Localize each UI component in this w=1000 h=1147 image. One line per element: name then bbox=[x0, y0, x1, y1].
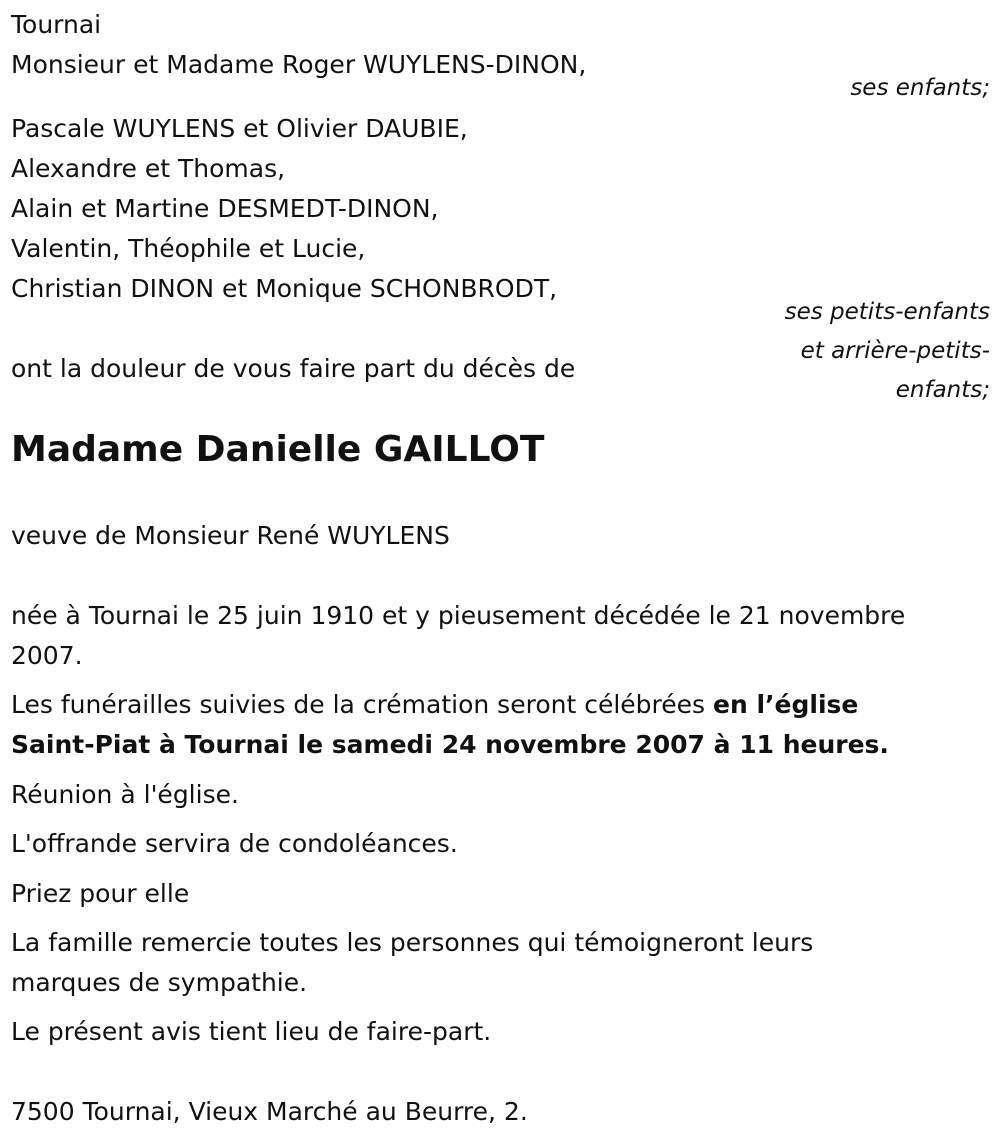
meeting-note: Réunion à l'église. bbox=[11, 780, 239, 809]
birth-death-line-2: 2007. bbox=[11, 641, 83, 670]
prayer-note: Priez pour elle bbox=[11, 879, 190, 908]
funeral-church: en l’église bbox=[713, 690, 859, 719]
funeral-intro: Les funérailles suivies de la crémation seront célébrées bbox=[11, 690, 713, 719]
funeral-line-1 bbox=[11, 685, 858, 725]
birth-death-line-1: née à Tournai le 25 juin 1910 et y pieusement décédée le 21 novembre bbox=[11, 601, 906, 630]
thanks-line-2: marques de sympathie. bbox=[11, 968, 308, 997]
notice-note: Le présent avis tient lieu de faire-part. bbox=[11, 1017, 492, 1046]
deceased-name: Madame Danielle GAILLOT bbox=[11, 429, 545, 470]
city-header: Tournai bbox=[11, 10, 102, 39]
children-label: ses enfants; bbox=[850, 75, 990, 101]
grandchildren-label-1: ses petits-enfants bbox=[784, 299, 990, 325]
funeral-line-2: Saint-Piat à Tournai le samedi 24 novembre 2007 à 11 heures. bbox=[11, 730, 889, 759]
offering-note: L'offrande servira de condoléances. bbox=[11, 829, 458, 858]
family-line-2: Alexandre et Thomas, bbox=[11, 154, 286, 183]
family-line-parents: Monsieur et Madame Roger WUYLENS-DINON, bbox=[11, 50, 587, 79]
grandchildren-label-3: enfants; bbox=[895, 377, 990, 403]
family-line-4: Valentin, Théophile et Lucie, bbox=[11, 234, 366, 263]
grandchildren-label-2: et arrière-petits- bbox=[800, 338, 990, 364]
widow-of-text: veuve de Monsieur René WUYLENS bbox=[11, 521, 450, 550]
family-line-1: Pascale WUYLENS et Olivier DAUBIE, bbox=[11, 114, 468, 143]
announcement-text: ont la douleur de vous faire part du décès de bbox=[11, 354, 576, 383]
family-line-5: Christian DINON et Monique SCHONBRODT, bbox=[11, 274, 558, 303]
address-line: 7500 Tournai, Vieux Marché au Beurre, 2. bbox=[11, 1097, 528, 1126]
thanks-line-1: La famille remercie toutes les personnes qui témoigneront leurs bbox=[11, 928, 814, 957]
family-line-3: Alain et Martine DESMEDT-DINON, bbox=[11, 194, 439, 223]
